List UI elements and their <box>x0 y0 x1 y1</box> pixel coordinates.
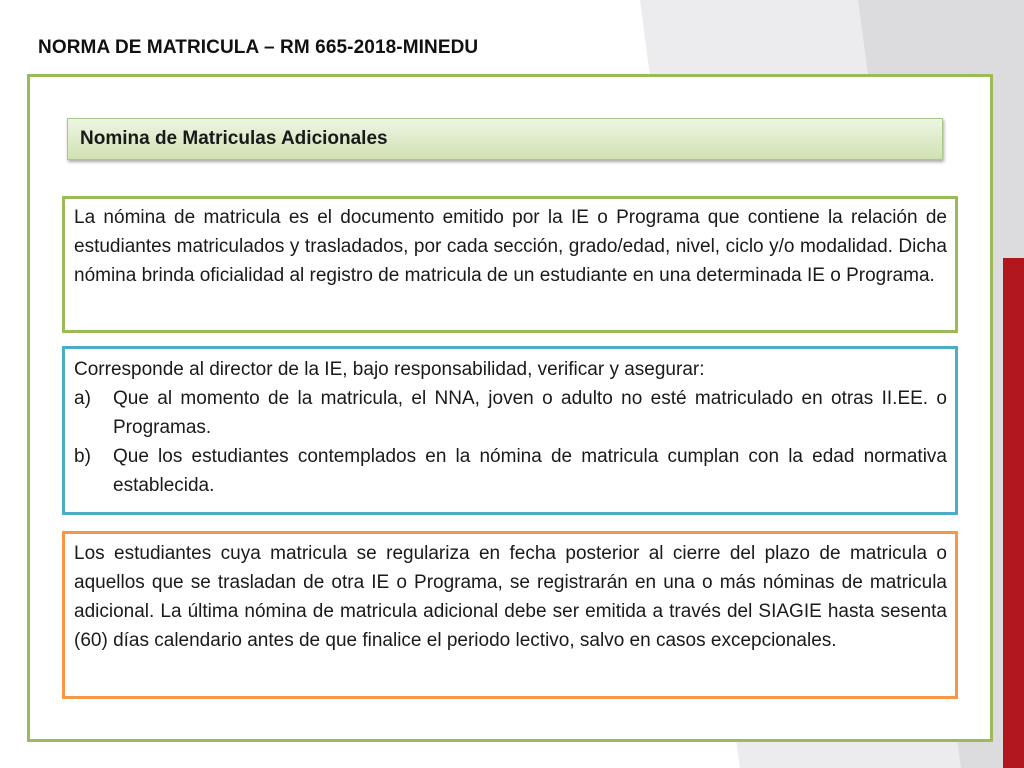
definition-text: La nómina de matricula es el documento emitido por la IE o Programa que contiene la relación de estudiantes matriculados y trasladados, por cada sección, grado/edad, nivel, ciclo y/o modalidad. Dicha nómina brinda oficialidad al registro de matricula de un estudiante en una determinada IE o Programa. <box>74 207 947 286</box>
slide-title: NORMA DE MATRICULA – RM 665-2018-MINEDU <box>38 37 479 58</box>
accent-red-strip <box>1003 258 1024 768</box>
section-banner <box>67 118 943 160</box>
additional-enrollment-box <box>62 531 958 699</box>
director-responsibility-box <box>62 346 958 515</box>
list-item <box>74 442 947 500</box>
responsibility-list <box>74 384 947 500</box>
list-marker: b) <box>74 446 91 467</box>
director-intro: Corresponde al director de la IE, bajo responsabilidad, verificar y asegurar: <box>74 359 705 380</box>
additional-enrollment-text: Los estudiantes cuya matricula se regulariza en fecha posterior al cierre del plazo de matricula o aquellos que se trasladan de otra IE o Programa, se registrarán en una o más nóminas de matricula adicional. La última nómina de matricula adicional debe ser emitida a través del SIAGIE hasta sesenta (60) días calendario antes de que finalice el periodo lectivo, salvo en casos excepcionales. <box>74 543 947 651</box>
list-item-text: Que los estudiantes contemplados en la nómina de matricula cumplan con la edad normativa establecida. <box>113 446 947 496</box>
list-item <box>74 384 947 442</box>
list-item-text: Que al momento de la matricula, el NNA, joven o adulto no esté matriculado en otras II.EE. o Programas. <box>113 388 947 438</box>
definition-box <box>62 196 958 333</box>
list-marker: a) <box>74 388 91 409</box>
section-heading: Nomina de Matriculas Adicionales <box>80 128 388 149</box>
